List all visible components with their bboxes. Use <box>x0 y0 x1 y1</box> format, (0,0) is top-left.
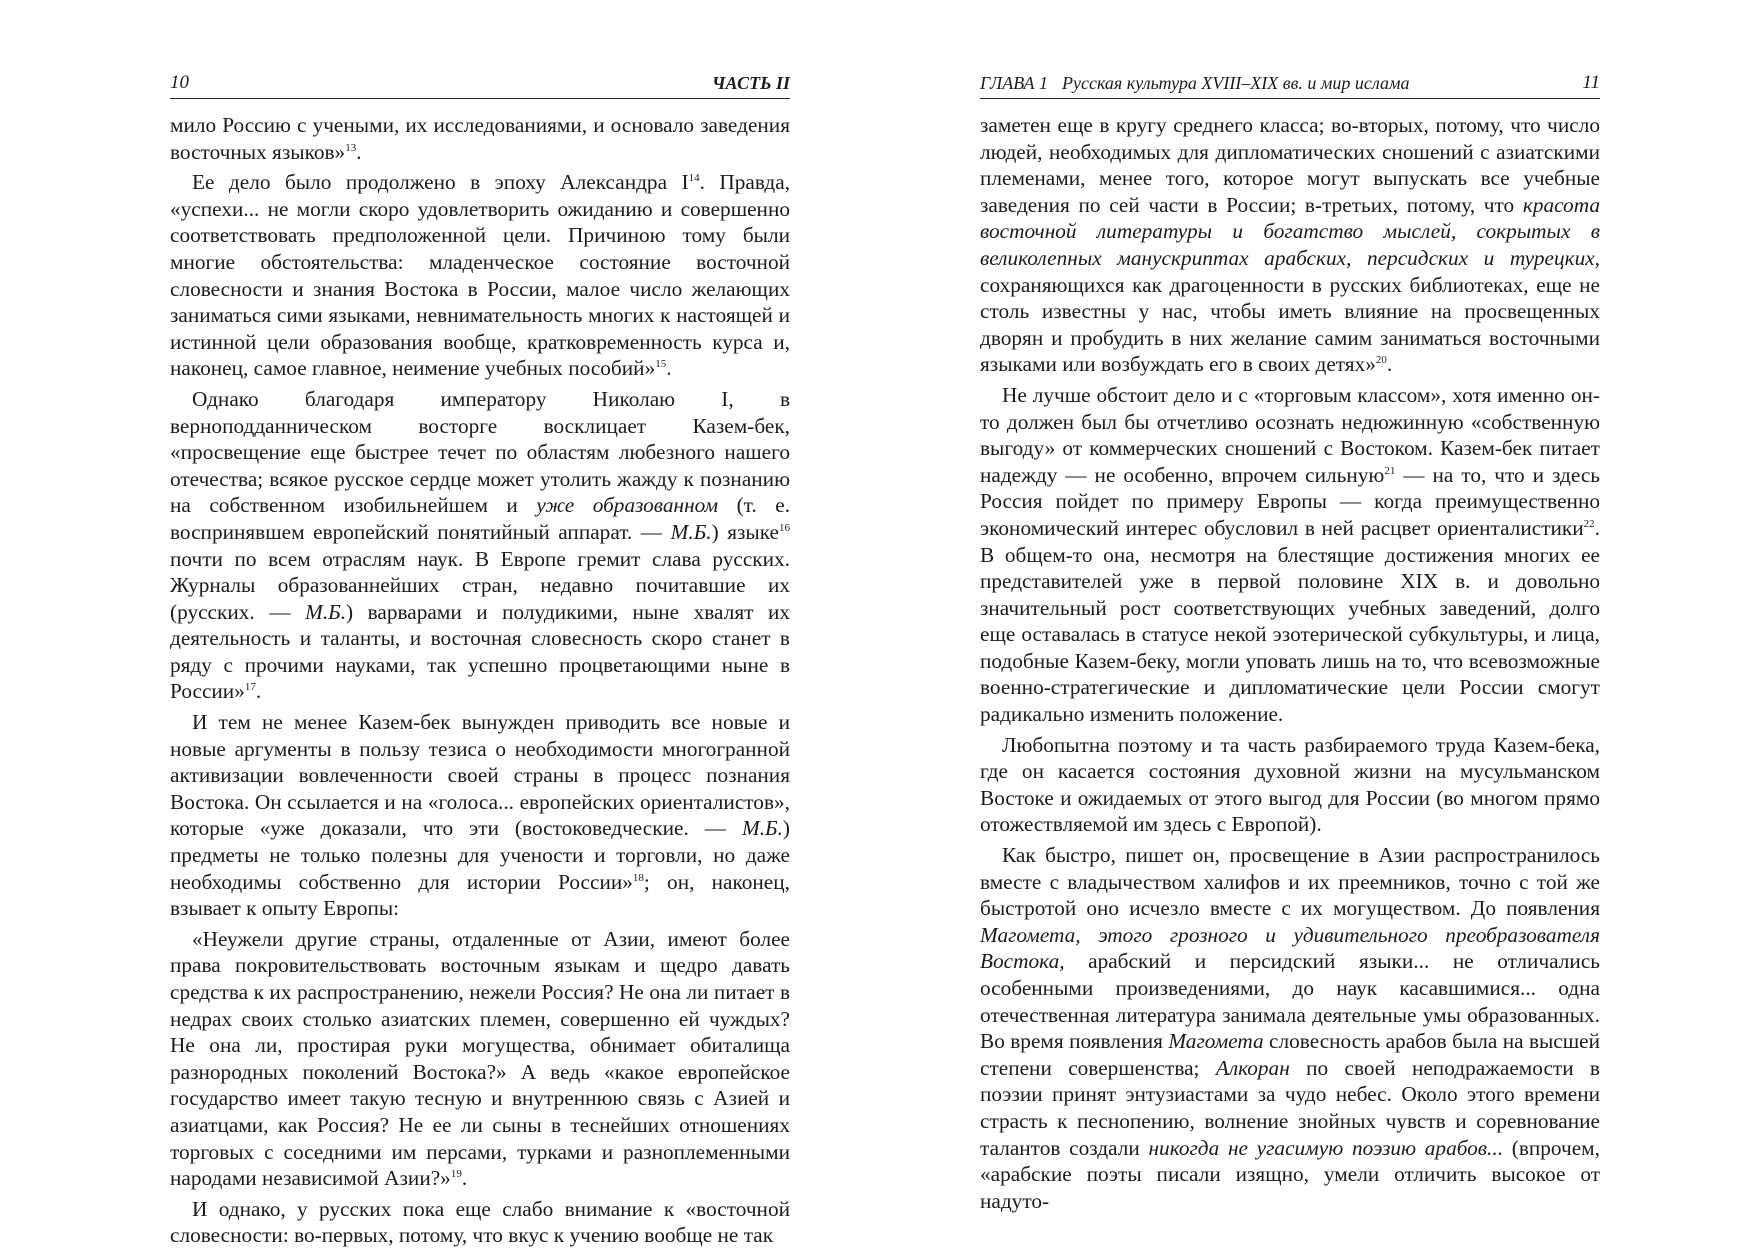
paragraph <box>980 842 1600 1214</box>
paragraph <box>980 732 1600 838</box>
text-run: . <box>1386 352 1393 377</box>
text-run: почти по всем отраслям наук. В Европе гремит слава русских. Журналы образованнейших стран, недавно почитавшие их (русских. — <box>170 546 790 624</box>
italic-text: Магомета, этого грозного и удивительного преобразователя Востока, <box>980 922 1600 974</box>
text-run: . <box>461 1166 468 1191</box>
italic-text: уже образованном <box>536 493 719 518</box>
footnote-ref: 13 <box>345 141 357 154</box>
paragraph <box>170 112 790 165</box>
text-run: Любопытна поэтому и та часть разбираемого труда Казем-бека, где он касается состояния духовной жизни на мусульманском Востоке и ожидаемых от этого выгод для России (во многом прямо отожествляемой им здесь с Европой). <box>980 732 1600 837</box>
text-run: Не лучше обстоит дело и с «торговым классом», хотя именно он-то должен был бы отчетливо осознать недюжинную «собственную выгоду» от коммерческих сношений с Востоком. Казем-бек питает надежду — не особенно, впрочем сильную <box>980 382 1600 487</box>
text-run: ; он, наконец, взывает к опыту Европы: <box>170 869 790 921</box>
text-run: мило Россию с учеными, их исследованиями, и основало заведения восточных языков» <box>170 113 790 164</box>
text-run: . Правда, «успехи... не могли скоро удовлетворить ожиданию и совершенно соответствовать предположенной цели. Причиною тому были многие обстоятельства: младенческое состояние восточной словесности и знания Востока в России, малое число желающих заниматься сими языками, невнимательность многих к настоящей и истинной цели образования вообще, кратковременность курса и, наконец, самое главное, неимение учебных пособий» <box>170 170 790 381</box>
text-run: . <box>356 139 362 164</box>
text-run: по своей неподражаемости в поэзии принят энтузиастами за чудо небес. Около этого времени страсть к песнопению, волнение знойных чувств и соревнование талантов создали <box>980 1055 1600 1160</box>
italic-text: Алкоран <box>1215 1055 1290 1080</box>
text-run: (т. е. воспринявшем европейский понятийный аппарат. — <box>170 493 790 544</box>
text-run: словесность арабов была на высшей степени совершенства; <box>980 1029 1601 1080</box>
text-run: сохраняющихся как драгоценности в русских библиотеках, еще не столь известны у нас, чтобы иметь влияние на просвещенных дворян и пробудить в них желание самим заниматься восточными языками или возбуждать его в своих детях» <box>980 272 1600 377</box>
paragraph <box>170 926 790 1192</box>
text-run: . В общем-то она, несмотря на блестящие достижения многих ее представителей уже в первой половине XIX в. и довольно значительный рост соответствующих учебных заведений, долго еще оставалась в статусе некой эзотерической субкультуры, и лица, подобные Казем-беку, могли уповать лишь на то, что всевозможные военно-стратегические и дипломатические цели России смогут радикально изменить положение. <box>980 515 1600 727</box>
text-run: И однако, у русских пока еще слабо внимание к «восточной словесности: во-первых, потому, что вкус к учению вообще не так <box>170 1196 790 1248</box>
footnote-ref: 20 <box>1375 354 1387 367</box>
italic-text: М.Б. <box>670 519 712 544</box>
footnote-ref: 14 <box>688 172 700 185</box>
page-number: 11 <box>1582 72 1600 93</box>
text-run: Однако благодаря императору Николаю I, в верноподданническом восторге восклицает Казем-бек, «просвещение еще быстрее течет по областям любезного нашего отечества; всякое русское сердце может утолить жажду к познанию на собственном изобильнейшем и <box>170 386 790 518</box>
text-run: ) предметы не только полезны для учености и торговли, но даже необходимы собственно для истории России» <box>170 816 790 894</box>
footnote-ref: 19 <box>450 1168 462 1181</box>
right-page-header <box>980 70 1600 99</box>
text-run: . <box>255 679 262 704</box>
page-number: 10 <box>170 72 189 93</box>
left-page-body <box>170 112 790 1253</box>
italic-text: красота восточной литературы и богатство мыслей, сокрытых в великолепных манускриптах арабских, персидских и турецких, <box>980 192 1600 270</box>
paragraph <box>980 382 1600 728</box>
footnote-ref: 21 <box>1384 464 1396 477</box>
text-run: ) варварами и полудикими, ныне хвалят их деятельность и таланты, и восточная словесность скоро станет в ряду с прочими науками, так успешно процветающими ныне в России» <box>170 599 790 704</box>
right-page-body <box>980 112 1600 1218</box>
running-title: ЧАСТЬ II <box>712 73 790 93</box>
text-run: заметен еще в кругу среднего класса; во-вторых, потому, что число людей, необходимых для дипломатических сношений с азиатскими племенами, менее того, которое могут выпускать все учебные заведения по сей части в России; в-третьих, потому, что <box>980 113 1600 217</box>
footnote-ref: 17 <box>244 681 256 694</box>
text-run: . <box>666 356 672 381</box>
left-page-header <box>170 70 790 99</box>
footnote-ref: 16 <box>779 521 790 534</box>
italic-text: М.Б. <box>741 816 783 841</box>
text-run: «Неужели другие страны, отдаленные от Азии, имеют более права покровительствовать восточным языкам и щедро давать средства к их распространению, нежели Россия? Не она ли питает в недрах своих столько азиатских племен, совершенно ей чуждых? Не она ли, простирая руки могущества, обнимает обиталища разнородных поколений Востока?» А ведь «какое европейское государство имеет такую тесную и внутреннюю связь с Азией и азиатцами, как Россия? Не ее ли сыны в теснейших отношениях торговых с соседними им персами, турками и разноплеменными народами независимой Азии?» <box>170 926 790 1191</box>
footnote-ref: 15 <box>655 358 667 371</box>
text-run: арабский и персидский языки... не отличались особенными произведениями, до наук касавшимися... одна отечественная литература занимала деятельные умы образованных. Во время появления <box>980 949 1600 1054</box>
text-run: И тем не менее Казем-бек вынужден приводить все новые и новые аргументы в пользу тезиса о необходимости многогранной активизации вовлеченности своей страны в процесс познания Востока. Он ссылается и на «голоса... европейских ориенталистов», которые «уже доказали, что эти (востоковедческие. — <box>170 710 790 841</box>
italic-text: Магомета <box>1168 1029 1264 1054</box>
chapter-label: ГЛАВА 1 <box>980 73 1048 93</box>
paragraph <box>170 386 790 705</box>
paragraph <box>170 709 790 922</box>
footnote-ref: 22 <box>1583 517 1595 530</box>
italic-text: М.Б. <box>305 599 347 624</box>
chapter-title: Русская культура XVIII–XIX вв. и мир ислама <box>1062 73 1410 93</box>
footnote-ref: 18 <box>632 871 644 884</box>
text-run: Как быстро, пишет он, просвещение в Азии распространилось вместе с владычеством халифов и их преемников, точно с той же быстротой оно исчезло вместе с их могуществом. До появления <box>980 843 1600 921</box>
text-run: (впрочем, «арабские поэты писали изящно, умели отличить высокое от надуто- <box>980 1135 1600 1213</box>
italic-text: никогда не угасимую поэзию арабов... <box>1148 1135 1504 1160</box>
text-run: — на то, что и здесь Россия пойдет по примеру Европы — когда преимущественно экономический интерес обусловил в ней расцвет ориенталистики <box>980 462 1600 540</box>
paragraph <box>980 112 1600 378</box>
text-run: ) языке <box>711 519 779 544</box>
running-title <box>980 70 1409 96</box>
text-run: Ее дело было продолжено в эпоху Александра I <box>192 170 689 195</box>
paragraph <box>170 169 790 382</box>
